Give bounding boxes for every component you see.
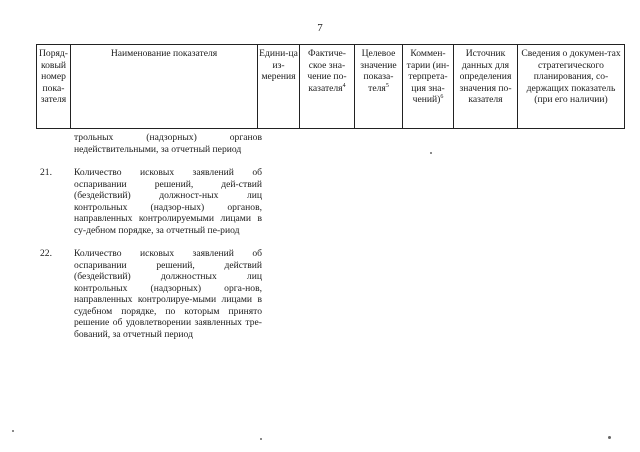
row-indicator-text: Количество исковых заявлений об оспаривании решений, действий (бездействий) должностных лиц контрольных (надзорных) орга-нов, направленных контролируе-мыми лицами в судебном порядке, по которым принято решение об удовлетворении заявленных тре-бований, за отчетный период xyxy=(74,248,262,340)
indicator-rows xyxy=(36,132,262,352)
row-number: 22. xyxy=(40,248,52,259)
header-indicator-name: Наименование показателя xyxy=(71,45,258,129)
row-indicator-text: трольных (надзорных) органов недействительными, за отчетный период xyxy=(74,132,262,155)
table-row xyxy=(36,132,262,155)
header-comments: Коммен-тарии (ин-терпрета-ция зна-чений)$^6$ xyxy=(403,45,454,129)
scan-speck xyxy=(12,430,14,432)
header-unit: Едини-ца из-мерения xyxy=(258,45,300,129)
row-indicator-text: Количество исковых заявлений об оспаривании решений, дей-ствий (бездействий) должност-ных лиц контрольных (надзор-ных) органов, направленных контролируемыми лицами в су-дебном порядке, за отчетный пе-риод xyxy=(74,167,262,236)
header-strategic-docs: Сведения о докумен-тах стратегического планирования, со-держащих показатель (при его наличии) xyxy=(518,45,625,129)
row-number: 21. xyxy=(40,167,52,178)
header-order-number: Поряд-ковый номер пока-зателя xyxy=(37,45,71,129)
page-number: 7 xyxy=(317,22,323,34)
scan-speck xyxy=(430,152,432,154)
table-row xyxy=(36,248,262,340)
scan-speck xyxy=(608,436,611,439)
header-target-value: Целевое значение показа-теля$^5$ xyxy=(355,45,403,129)
header-data-source: Источник данных для определения значения по-казателя xyxy=(454,45,518,129)
scan-speck xyxy=(260,438,262,440)
table-row xyxy=(36,167,262,236)
header-actual-value: Фактиче-ское зна-чение по-казателя$^4$ xyxy=(300,45,355,129)
indicators-table-header xyxy=(36,44,625,129)
